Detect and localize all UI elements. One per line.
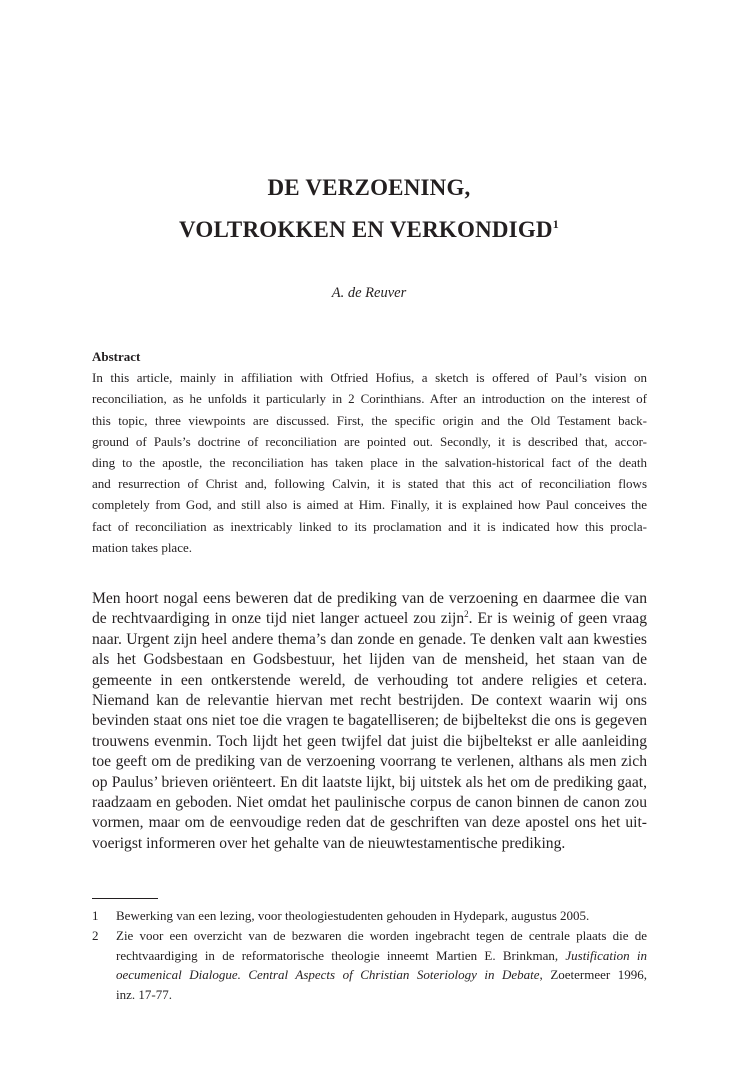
footnote-text (116, 965, 647, 985)
footnote-text-part: , Zoetermeer 1996, (539, 967, 647, 983)
author-name: A. de Reuver (331, 285, 407, 301)
footnote-text: Zie voor een overzicht van de bezwaren die worden ingebracht tegen de centrale plaats die de (116, 928, 647, 943)
article-title-line-1: DE VERZOENING, (267, 175, 471, 200)
title-footnote-ref[interactable]: 1 (552, 217, 559, 231)
body-line-text: . Er is weinig of geen vraag (468, 610, 648, 628)
footnote-1 (92, 906, 647, 926)
body-footnote-ref[interactable]: 2 (464, 609, 469, 620)
body-line: voerigst informeren over het gehalte van de nieuwtestamentische prediking. (92, 834, 566, 852)
body-line: vormen, maar om de eenvoudige reden dat de geschriften van deze apostel ons het uit- (92, 814, 647, 832)
abstract-section (92, 346, 647, 558)
body-line: bevinden staat ons niet toe die vragen te bagatelliseren; de bijbeltekst die ons is gegeven (92, 712, 647, 730)
body-line: raadzaam en geboden. Niet omdat het paulinische corpus de canon binnen de canon zou (92, 794, 647, 812)
footnote-text-part: rechtvaardiging in de reformatorische theologie inneemt Martien E. Brinkman, (116, 947, 566, 963)
footnote-text (116, 946, 647, 966)
abstract-line: and resurrection of Christ and, following Calvin, it is stated that this act of reconciliation flows (92, 476, 647, 492)
body-line: Niemand kan de relevantie hiervan met recht bestrijden. De context waarin wij ons (92, 692, 647, 710)
abstract-line: ding to the apostle, the reconciliation has taken place in the salvation-historical fact of the death (92, 455, 647, 471)
footnote-text: inz. 17-77. (116, 986, 172, 1002)
abstract-line: fact of reconciliation as inextricably linked to its proclamation and it is indicated how this procla- (92, 518, 647, 534)
footnote-2 (92, 926, 647, 1004)
abstract-line: In this article, mainly in affiliation with Otfried Hofius, a sketch is offered of Paul’s vision on (92, 370, 647, 386)
abstract-line: reconciliation, as he unfolds it particularly in 2 Corinthians. After an introduction on the interest of (92, 391, 647, 407)
abstract-heading: Abstract (92, 349, 141, 364)
abstract-line: this topic, three viewpoints are discussed. First, the specific origin and the Old Testament back- (92, 412, 647, 428)
abstract-line: ground of Pauls’s doctrine of reconciliation are pointed out. Secondly, it is described that, accor- (92, 433, 647, 449)
article-title-text: VOLTROKKEN EN VERKONDIGD (179, 217, 553, 242)
body-line: naar. Urgent zijn heel andere thema’s dan zonde en genade. Te denken valt aan kwesties (92, 630, 647, 648)
body-line: toe geeft om de prediking van de verzoening voorrang te verlenen, althans als men zich (92, 753, 647, 771)
abstract-line: mation takes place. (92, 539, 192, 555)
body-line: gemeente in een ontkerstende wereld, de verhouding tot andere religies et cetera. (92, 671, 647, 689)
abstract-line: completely from God, and still also is aimed at Him. Finally, it is explained how Paul conceives the (92, 497, 647, 513)
footnote-number: 2 (92, 928, 99, 943)
body-line: op Paulus’ brieven oriënteert. En dit laatste lijkt, bij uitstek als het om de prediking gaat, (92, 773, 647, 791)
footnote-book-title: Justification in (565, 947, 647, 963)
footnote-divider (92, 898, 158, 899)
footnote-book-title: oecumenical Dialogue. Central Aspects of Christian Soteriology in Debate (116, 967, 540, 983)
body-line-text: de rechtvaardiging in onze tijd niet langer actueel zou zijn (92, 610, 465, 628)
footnote-text: Bewerking van een lezing, voor theologiestudenten gehouden in Hydepark, augustus 2005. (116, 908, 590, 923)
footnote-number: 1 (92, 908, 99, 923)
article-title-line-2 (0, 217, 738, 243)
body-line: als het Godsbestaan en Godsbestuur, het lijden van de mensheid, het staan van de (92, 651, 647, 669)
body-line: Men hoort nogal eens beweren dat de prediking van de verzoening en daarmee die van (92, 590, 647, 607)
body-line: trouwens evenmin. Toch lijdt het geen twijfel dat juist die bijbeltekst er alle aanleiding (92, 732, 647, 750)
body-paragraph (92, 589, 647, 854)
body-line (92, 609, 647, 629)
